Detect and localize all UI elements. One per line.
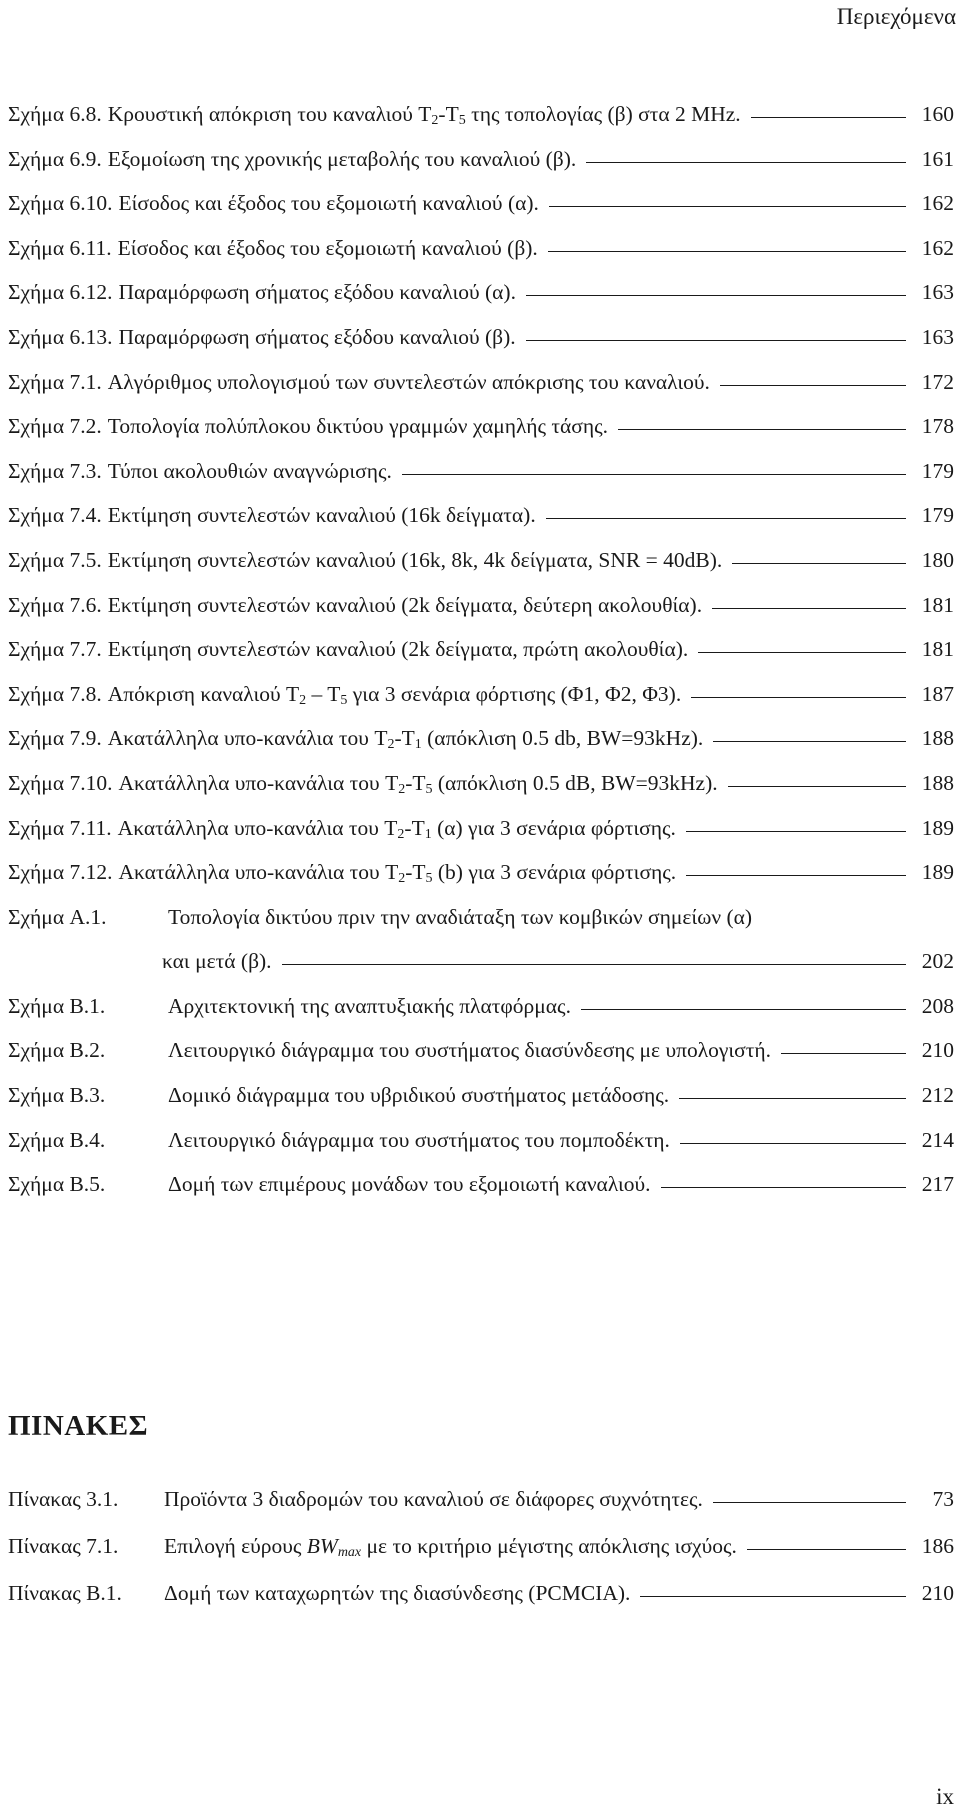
title-text: με το κριτήριο μέγιστης απόκλισης ισχύος. [361,1534,737,1558]
running-header: Περιεχόμενα [836,4,956,29]
table-entry[interactable] [8,1581,954,1628]
subscript: 5 [458,113,466,128]
subscript: 5 [340,692,348,708]
figure-entry[interactable] [8,191,954,236]
entry-page-number: 162 [921,235,954,260]
entry-label: Σχήμα 6.11. [8,235,112,260]
entry-page-number: 163 [921,324,954,349]
dot-leader [781,1053,906,1054]
entry-label: Σχήμα 7.7. [8,637,102,662]
dot-leader [402,474,906,475]
dot-leader [526,295,906,296]
figure-entry[interactable] [8,503,954,548]
entry-page-number: 160 [921,102,954,126]
entry-page-number: 217 [921,1172,954,1197]
entry-page-number: 212 [921,1083,954,1108]
title-text: Λειτουργικό διάγραμμα του συστήματος διασύνδεσης με υπολογιστή. [168,1038,771,1063]
title-text: Αλγόριθμος υπολογισμού των συντελεστών απόκρισης του καναλιού. [107,369,710,394]
entry-label: Σχήμα 6.10. [8,191,113,216]
entry-label: Σχήμα 7.6. [8,592,102,617]
entry-label: Σχήμα B.3. [8,1083,106,1108]
entry-title [158,1534,737,1560]
entry-page-number: 179 [921,503,954,528]
dot-leader [680,1143,906,1144]
subscript: 1 [424,826,432,842]
table-entry[interactable] [8,1487,954,1534]
entry-title [162,905,752,931]
subscript: 5 [425,781,433,797]
title-text: (α) για 3 σενάρια φόρτισης. [431,815,676,840]
entry-label: Σχήμα 6.13. [8,324,113,349]
dot-leader [618,429,906,430]
entry-title [112,816,676,842]
title-text: -T [404,815,425,840]
entry-page-number: 186 [921,1534,954,1558]
dot-leader [526,340,906,341]
entry-page-number: 210 [921,1581,954,1605]
title-text: Αρχιτεκτονική της αναπτυξιακής πλατφόρμας. [168,993,571,1018]
figure-entry[interactable] [8,860,954,905]
entry-page-number: 172 [921,369,954,394]
subscript: 1 [414,737,422,753]
title-text: Ακατάλληλα υπο-κανάλια του T [107,726,388,751]
entry-title [102,370,710,396]
entry-title [162,1128,670,1154]
title-text: Εξομοίωση της χρονικής μεταβολής του καναλιού (β). [107,146,577,171]
subscript: max [337,1545,362,1560]
dot-leader [751,117,906,118]
entry-label: Πίνακας 7.1. [8,1534,119,1558]
entry-title [162,994,571,1020]
title-text: Τοπολογία δικτύου πριν την αναδιάταξη των κομβικών σημείων (α) [168,904,753,929]
subscript: 2 [431,113,439,128]
entry-page-number: 178 [921,414,954,439]
subscript: 2 [398,781,406,797]
entry-title [102,459,392,485]
title-text: -T [405,860,426,885]
figure-entry[interactable] [8,280,954,325]
figure-entry[interactable] [8,1172,954,1217]
dot-leader [713,1502,906,1503]
entry-label: Σχήμα 6.8. [8,102,102,126]
figure-entry[interactable] [8,994,954,1039]
title-text: Παραμόρφωση σήματος εξόδου καναλιού (β). [118,324,516,349]
title-text: Ακατάλληλα υπο-κανάλια του T [117,815,398,840]
entry-page-number: 162 [921,191,954,216]
title-text: (απόκλιση 0.5 db, BW=93kHz). [421,726,704,751]
figure-entry[interactable] [8,726,954,771]
dot-leader [720,385,906,386]
entry-page-number: 161 [921,146,954,171]
title-text: της τοπολογίας (β) στα 2 MHz. [465,102,741,126]
entry-page-number: 187 [921,681,954,706]
entry-label: Σχήμα 7.1. [8,369,102,394]
entry-page-number: 181 [921,637,954,662]
entry-label: Σχήμα 7.5. [8,547,102,572]
entry-page-number: 214 [921,1127,954,1152]
figure-entry[interactable] [8,637,954,682]
entry-page-number: 73 [932,1487,954,1511]
entry-title [102,414,608,440]
entry-page-number: 179 [921,458,954,483]
title-text: Δομή των επιμέρους μονάδων του εξομοιωτή καναλιού. [168,1172,651,1197]
entry-label: Σχήμα 7.4. [8,503,102,528]
title-text: Προϊόντα 3 διαδρομών του καναλιού σε διάφορες συχνότητες. [164,1487,703,1511]
dot-leader [686,875,906,876]
title-text: Ακατάλληλα υπο-κανάλια του T [118,770,399,795]
entry-page-number: 181 [921,592,954,617]
figure-entry[interactable] [8,1128,954,1173]
title-text: Τοπολογία πολύπλοκου δικτύου γραμμών χαμηλής τάσης. [107,414,608,439]
entry-title [158,1487,703,1513]
entry-page-number: 163 [921,280,954,305]
subscript: 2 [299,692,307,708]
figure-entry[interactable] [8,816,954,861]
entry-title [102,147,577,173]
tables-section-title: ΠΙΝΑΚΕΣ [8,1410,149,1442]
figure-entry[interactable] [8,102,954,147]
figure-entry[interactable] [8,548,954,593]
entry-title [162,949,272,975]
entry-title [112,860,676,886]
dot-leader [728,786,906,787]
title-text: Δομή των καταχωρητών της διασύνδεσης (PCMCIA). [164,1581,631,1605]
entry-label: Σχήμα 6.9. [8,146,102,171]
entry-title [102,682,682,708]
figure-entry[interactable] [8,147,954,192]
title-text: Απόκριση καναλιού T [107,681,300,706]
title-text: Εκτίμηση συντελεστών καναλιού (2k δείγματα, πρώτη ακολουθία). [107,637,689,662]
title-text: για 3 σενάρια φόρτισης (Φ1, Φ2, Φ3). [347,681,682,706]
subscript: 2 [397,826,405,842]
entry-title [112,325,515,351]
entry-label: Σχήμα 7.2. [8,414,102,439]
title-text: -T [394,726,415,751]
table-entry[interactable] [8,1534,954,1581]
entry-label: Σχήμα 7.9. [8,726,102,751]
dot-leader [549,206,906,207]
figure-entry[interactable] [8,414,954,459]
entry-title [162,1038,771,1064]
title-text: Εκτίμηση συντελεστών καναλιού (16k δείγματα). [107,503,536,528]
title-text: Ακατάλληλα υπο-κανάλια του T [118,860,399,885]
entry-title [102,102,741,128]
title-text: Παραμόρφωση σήματος εξόδου καναλιού (α). [118,280,516,305]
title-text: Κρουστική απόκριση του καναλιού T [107,102,432,126]
dot-leader [661,1187,906,1188]
dot-leader [747,1549,906,1550]
figure-entry[interactable] [8,459,954,504]
dot-leader [686,831,906,832]
subscript: 2 [398,871,406,887]
title-text: – T [306,681,341,706]
entry-title [158,1581,630,1607]
title-text: Εκτίμηση συντελεστών καναλιού (2k δείγματα, δεύτερη ακολουθία). [107,592,703,617]
tables-list [8,1487,954,1628]
dot-leader [698,652,906,653]
entry-title [112,280,516,306]
figures-list [8,102,954,1217]
figure-entry[interactable] [8,370,954,415]
entry-page-number: 188 [921,770,954,795]
entry-label: Σχήμα A.1. [8,904,107,929]
dot-leader [679,1098,906,1099]
figure-entry[interactable] [8,771,954,816]
title-text: Είσοδος και έξοδος του εξομοιωτή καναλιού (β). [117,235,538,260]
dot-leader [691,697,906,698]
entry-page-number: 180 [921,547,954,572]
entry-title [102,503,536,529]
title-text: -T [438,102,459,126]
entry-title [162,1083,669,1109]
dot-leader [732,563,906,564]
entry-title [102,637,689,663]
figure-entry[interactable] [8,593,954,638]
entry-label: Πίνακας 3.1. [8,1487,119,1511]
subscript: 2 [387,737,395,753]
dot-leader [546,518,906,519]
title-text: Λειτουργικό διάγραμμα του συστήματος του πομποδέκτη. [168,1127,670,1152]
dot-leader [581,1009,906,1010]
figure-entry[interactable] [8,682,954,727]
dot-leader [640,1596,906,1597]
entry-title [112,771,717,797]
entry-page-number: 189 [921,815,954,840]
title-text: Δομικό διάγραμμα του υβριδικού συστήματος μετάδοσης. [168,1083,670,1108]
dot-leader [713,741,906,742]
entry-page-number: 210 [921,1038,954,1063]
subscript: 5 [425,871,433,887]
entry-label: Σχήμα B.4. [8,1127,106,1152]
title-text: Επιλογή εύρους [164,1534,307,1558]
entry-title [162,1172,651,1198]
entry-label: Σχήμα B.2. [8,1038,106,1063]
title-text: και μετά (β). [162,949,272,974]
figure-entry[interactable] [8,905,954,950]
title-text: (απόκλιση 0.5 dB, BW=93kHz). [432,770,718,795]
title-text: Εκτίμηση συντελεστών καναλιού (16k, 8k, 4k δείγματα, SNR = 40dB). [107,547,723,572]
entry-label: Σχήμα 7.3. [8,458,102,483]
entry-page-number: 188 [921,726,954,751]
entry-title [102,548,723,574]
dot-leader [712,608,906,609]
entry-title [112,191,538,217]
page-number: ix [936,1784,954,1809]
figure-entry[interactable] [8,236,954,281]
title-text: Τύποι ακολουθιών αναγνώρισης. [107,458,392,483]
figure-entry[interactable] [8,1083,954,1128]
entry-label: Σχήμα B.5. [8,1172,106,1197]
figure-entry[interactable] [8,1038,954,1083]
dot-leader [282,964,906,965]
entry-page-number: 189 [921,860,954,885]
entry-title [102,726,704,752]
entry-label: Σχήμα 7.10. [8,770,113,795]
entry-title [112,236,538,262]
title-text: -T [405,770,426,795]
entry-label: Σχήμα 7.11. [8,815,112,840]
italic-text: BW [306,1534,338,1558]
entry-label: Σχήμα B.1. [8,993,106,1018]
title-text: Είσοδος και έξοδος του εξομοιωτή καναλιού (α). [118,191,539,216]
dot-leader [586,162,906,163]
title-text: (b) για 3 σενάρια φόρτισης. [432,860,677,885]
entry-page-number: 202 [921,949,954,974]
entry-page-number: 208 [921,993,954,1018]
figure-entry[interactable] [8,325,954,370]
dot-leader [548,251,906,252]
entry-title [102,593,702,619]
entry-label: Πίνακας B.1. [8,1581,122,1605]
entry-label: Σχήμα 7.8. [8,681,102,706]
entry-label: Σχήμα 7.12. [8,860,113,885]
figure-entry[interactable] [8,949,954,994]
entry-label: Σχήμα 6.12. [8,280,113,305]
